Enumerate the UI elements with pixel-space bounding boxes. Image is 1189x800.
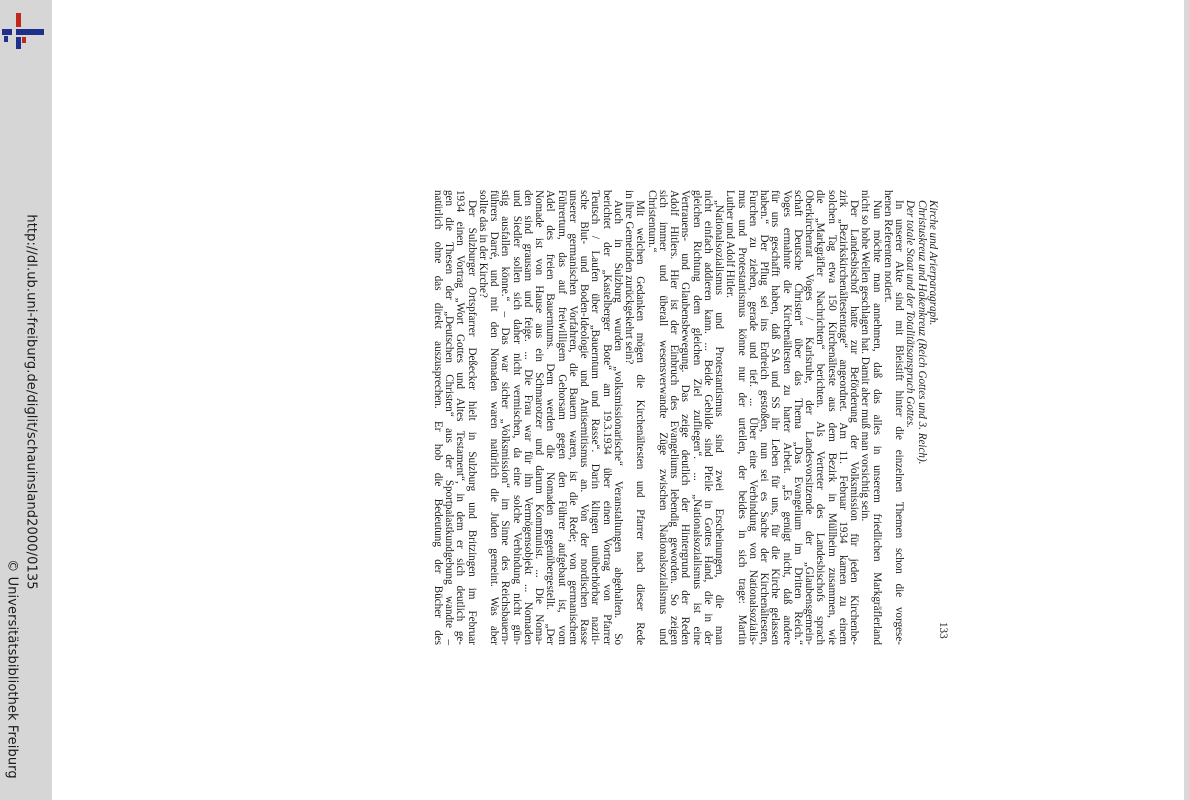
text-line: Voges ermahnte die Kirchenältesten zu harter Arbeit. „Es genügt nicht, daß andere <box>780 190 793 645</box>
text-line: nicht so hohe Wellen geschlagen hat. Damit aber muß man vorsichtig sein. <box>859 190 872 522</box>
text-line: berichtet der „Kastelberger Bote“ am 19.3.1934 über einen Vortrag von Pfarrer <box>600 190 613 645</box>
ub-freiburg-logo-icon[interactable] <box>2 10 44 50</box>
text-line: Nomade ist von Hause aus ein Schmarotzer und darum Kommunist. ... Die Noma- <box>533 190 546 645</box>
text-line: für uns geschafft haben, daß SA und SS ihr Leben für uns, für die Kirche gelassen <box>769 190 782 645</box>
page-number: 133 <box>937 622 949 639</box>
text-line: Führertum, das auf freiwilligem Gehorsam gegen den Führer aufgebaut ist, vom <box>555 190 568 645</box>
copyright-text: © Universitätsbibliothek Freiburg <box>4 559 20 779</box>
text-line: unserer germanischen Vorfahren, die Bauern waren, ist die Rede; von germanischem <box>567 190 579 645</box>
text-line: den sind grausam und feige. ... Die Frau war für ihn Vermögensobjekt ... Nomaden <box>522 190 534 645</box>
text-line: Adolf Hitlers. Hier ist der Einbruch des Evangeliums lebendig geworden. So zeigen <box>668 190 681 645</box>
text-line: und Siedler sollen sich daher nicht vermischen, da eine solche Verbindung nicht gün- <box>510 190 523 645</box>
text-line: gen die Thesen der „Deutschen Christen“ aus der Sportpalastkundgebung wandte – <box>443 190 456 645</box>
text-line: schaft Deutsche Christen“ über das Thema „Das Evangelium im Dritten Reich.“ <box>792 190 804 645</box>
text-line: Kirche und Arierparagraph. <box>927 200 939 326</box>
text-line: gleichen Richtung dem gleichen Ziel zufliegen“. ... „Nationalsozialismus ist eine <box>690 190 703 645</box>
text-line: Furchen zu ziehen, gerade und tief. ... Über eine Verbindung von Nationalsozialis- <box>747 190 759 645</box>
sidebar <box>0 0 52 800</box>
text-line: natürlich ohne das direkt auszusprechen. Er hob die Bedeutung der Bücher des <box>432 190 444 645</box>
text-line: „Nationalsozialismus und Protestantismus sind zwei Erscheinungen, die man <box>713 200 726 645</box>
page-edge <box>1184 0 1189 800</box>
text-line: henen Referenten notiert. <box>882 190 894 303</box>
text-line: führers Darré, und mit den Nomaden waren natürlich die Juden gemeint. Was aber <box>488 190 501 645</box>
text-line: sollte das in der Kirche? <box>477 190 489 298</box>
page-text-body <box>432 190 938 645</box>
text-line: Oberkirchenrat Voges / Karlsruhe, der Landesvorsitzende der „Glaubensgemein- <box>803 190 816 645</box>
text-line: Mit welchen Gedanken mögen die Kirchenältesten und Pfarrer nach dieser Rede <box>634 200 647 645</box>
text-line: Teutsch / Laufen über „Bauerntum und Rasse“. Darin klingen unüberhörbar naziti- <box>589 190 602 645</box>
text-line: nicht einfach addieren kann. ... Beide Gebilde sind Pfeile in Gottes Hand, die in der <box>702 190 714 645</box>
text-line: Auch in Sulzburg wurden „volksmissionarische“ Veranstaltungen abgehalten. So <box>612 200 624 645</box>
text-line: Luther und Adolf Hitler. <box>724 190 737 298</box>
text-line: die „Markgräfler Nachrichten“ berichten. Als Vertreter des Landesbischofs sprach <box>814 190 827 645</box>
text-line: mus und Protestantismus könne nur der urteilen, der beides in sich trage: Martin <box>735 190 748 645</box>
text-line: zirk „Bezirkskirchenältestentage“ angeordnet. Am 11. Februar 1934 kamen zu einem <box>837 190 849 645</box>
text-line: haben.“ Der Pflug sei ins Erdreich gestoßen, nun sei es Sache der Kirchenältesten, <box>758 190 771 645</box>
text-line: Christuskreuz und Hakenkreuz (Reich Gottes und 3. Reich). <box>915 200 928 465</box>
text-line: Vertrauens- und Glaubensbewegung. Das zeige deutlich der Hintergrund der Reden <box>679 190 692 645</box>
text-line: In unserer Akte sind mit Bleistift hinter die einzelnen Themen schon die vorgese- <box>893 200 906 645</box>
text-line: Adel des freien Bauerntums. Dem werden die Nomaden gegenübergestellt. „Der <box>544 190 557 645</box>
text-line: Der Sulzburger Ortspfarrer Deßecker hielt in Sulzburg und Britzingen im Februar <box>465 200 478 645</box>
text-line: Der Landesbischof hatte zur Beförderung der Volksmission für jeden Kirchenbe- <box>848 200 861 645</box>
text-line: Der totale Staat und der Totalitätsanspruch Gottes. <box>904 200 917 428</box>
text-line: sche Blut- und Boden-Ideologie und Antisemitismus an. Von der nordischen Rasse <box>578 190 591 645</box>
text-line: in ihre Gemeinden zurückgekehrt sein? <box>623 190 636 365</box>
text-line: sich immer und überall wesensverwandte Züge zwischen Nationalsozialismus und <box>657 190 669 645</box>
text-line: Christentum.“ <box>645 190 658 253</box>
document-url-text[interactable]: http://dl.ub.uni-freiburg.de/diglit/schauinsland2000/0135 <box>23 214 39 590</box>
text-line: Nun möchte man annehmen, daß das alles in unserem friedlichen Markgräflerland <box>870 200 883 645</box>
scanned-page <box>258 190 949 645</box>
text-line: 1934 einen Vortrag „Wort Gottes und Altes Testament“, in dem er sich deutlich ge- <box>454 190 467 645</box>
text-line: solchen Tag etwa 150 Kirchenälteste aus dem Bezirk in Müllheim zusammen, wie <box>825 190 838 645</box>
text-line: stig ausfallen könne.“ – Das war sicher „Volksmission“ im Sinne des Reichsbauern- <box>499 190 512 645</box>
